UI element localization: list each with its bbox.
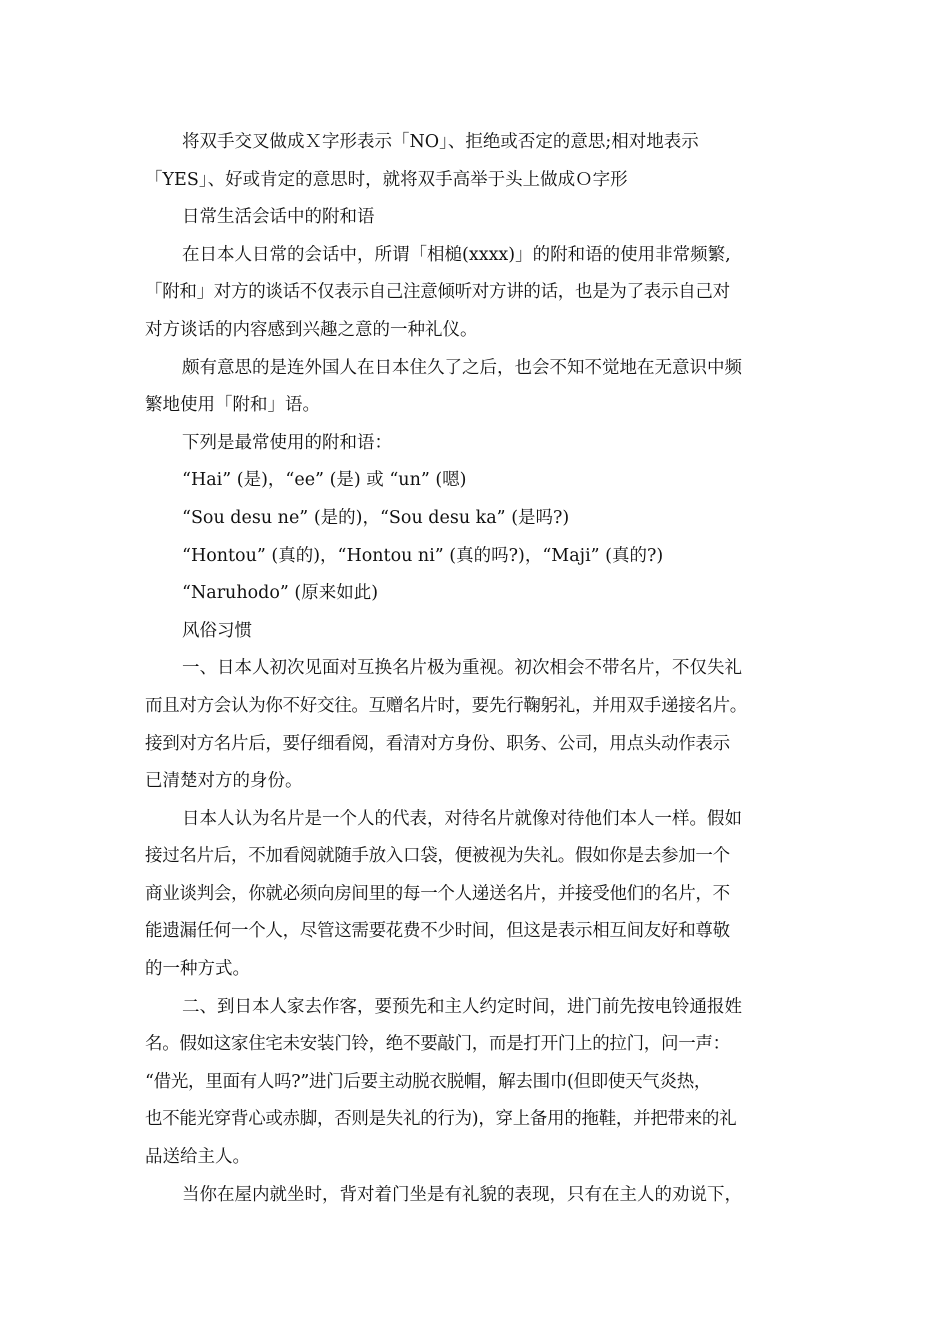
document-body bbox=[145, 124, 810, 1214]
paragraph-line: 「YES」、好或肯定的意思时，就将双手高举于头上做成Ｏ字形 bbox=[145, 169, 628, 190]
paragraph-line: 下列是最常使用的附和语： bbox=[182, 432, 392, 453]
paragraph-line: 名。假如这家住宅未安装门铃，绝不要敲门，而是打开门上的拉门，问一声： bbox=[145, 1034, 730, 1055]
paragraph-line: 而且对方会认为你不好交往。互赠名片时，要先行鞠躬礼，并用双手递接名片。 bbox=[145, 695, 747, 716]
phrase-list-item: “Sou desu ne” (是的)，“Sou desu ka” (是吗?) bbox=[182, 507, 570, 528]
paragraph-line: 「附和」对方的谈话不仅表示自己注意倾听对方讲的话，也是为了表示自己对 bbox=[145, 282, 730, 303]
paragraph-line: 将双手交叉做成Ｘ字形表示「NO」、拒绝或否定的意思;相对地表示 bbox=[182, 132, 699, 152]
phrase-list-item: “Hai” (是)，“ee” (是) 或 “un” (嗯) bbox=[182, 470, 467, 491]
paragraph-line: 对方谈话的内容感到兴趣之意的一种礼仪。 bbox=[145, 319, 478, 340]
paragraph-line: 能遗漏任何一个人，尽管这需要花费不少时间，但这是表示相互间友好和尊敬 bbox=[145, 921, 730, 942]
paragraph-line: 已清楚对方的身份。 bbox=[145, 771, 303, 792]
paragraph-line: 接过名片后，不加看阅就随手放入口袋，便被视为失礼。假如你是去参加一个 bbox=[145, 846, 730, 867]
paragraph-line: 繁地使用「附和」语。 bbox=[145, 395, 320, 416]
paragraph-line: 品送给主人。 bbox=[145, 1147, 250, 1168]
phrase-list-item: “Naruhodo” (原来如此) bbox=[182, 583, 379, 604]
paragraph-line: 二、到日本人家去作客，要预先和主人约定时间，进门前先按电铃通报姓 bbox=[182, 996, 742, 1017]
paragraph-line: 一、日本人初次见面对互换名片极为重视。初次相会不带名片，不仅失礼 bbox=[182, 658, 742, 679]
paragraph-line: 商业谈判会，你就必须向房间里的每一个人递送名片，并接受他们的名片，不 bbox=[145, 883, 730, 904]
paragraph-line: 当你在屋内就坐时，背对着门坐是有礼貌的表现，只有在主人的劝说下， bbox=[182, 1184, 742, 1205]
paragraph-line: 日本人认为名片是一个人的代表，对待名片就像对待他们本人一样。假如 bbox=[182, 808, 742, 829]
section-heading: 日常生活会话中的附和语 bbox=[182, 207, 375, 228]
paragraph-line: 接到对方名片后，要仔细看阅，看清对方身份、职务、公司，用点头动作表示 bbox=[145, 733, 730, 754]
paragraph-line: 的一种方式。 bbox=[145, 959, 250, 980]
paragraph-line: 在日本人日常的会话中，所谓「相槌(xxxx)」的附和语的使用非常频繁, bbox=[182, 244, 731, 265]
phrase-list-item: “Hontou” (真的)，“Hontou ni” (真的吗?)，“Maji” (真的?) bbox=[182, 545, 664, 566]
section-heading: 风俗习惯 bbox=[182, 620, 252, 641]
paragraph-line: 颇有意思的是连外国人在日本住久了之后，也会不知不觉地在无意识中频 bbox=[182, 357, 742, 378]
paragraph-line: 也不能光穿背心或赤脚，否则是失礼的行为)，穿上备用的拖鞋，并把带来的礼 bbox=[145, 1109, 737, 1130]
paragraph-line: “借光，里面有人吗?”进门后要主动脱衣脱帽，解去围巾(但即使天气炎热， bbox=[145, 1071, 712, 1092]
